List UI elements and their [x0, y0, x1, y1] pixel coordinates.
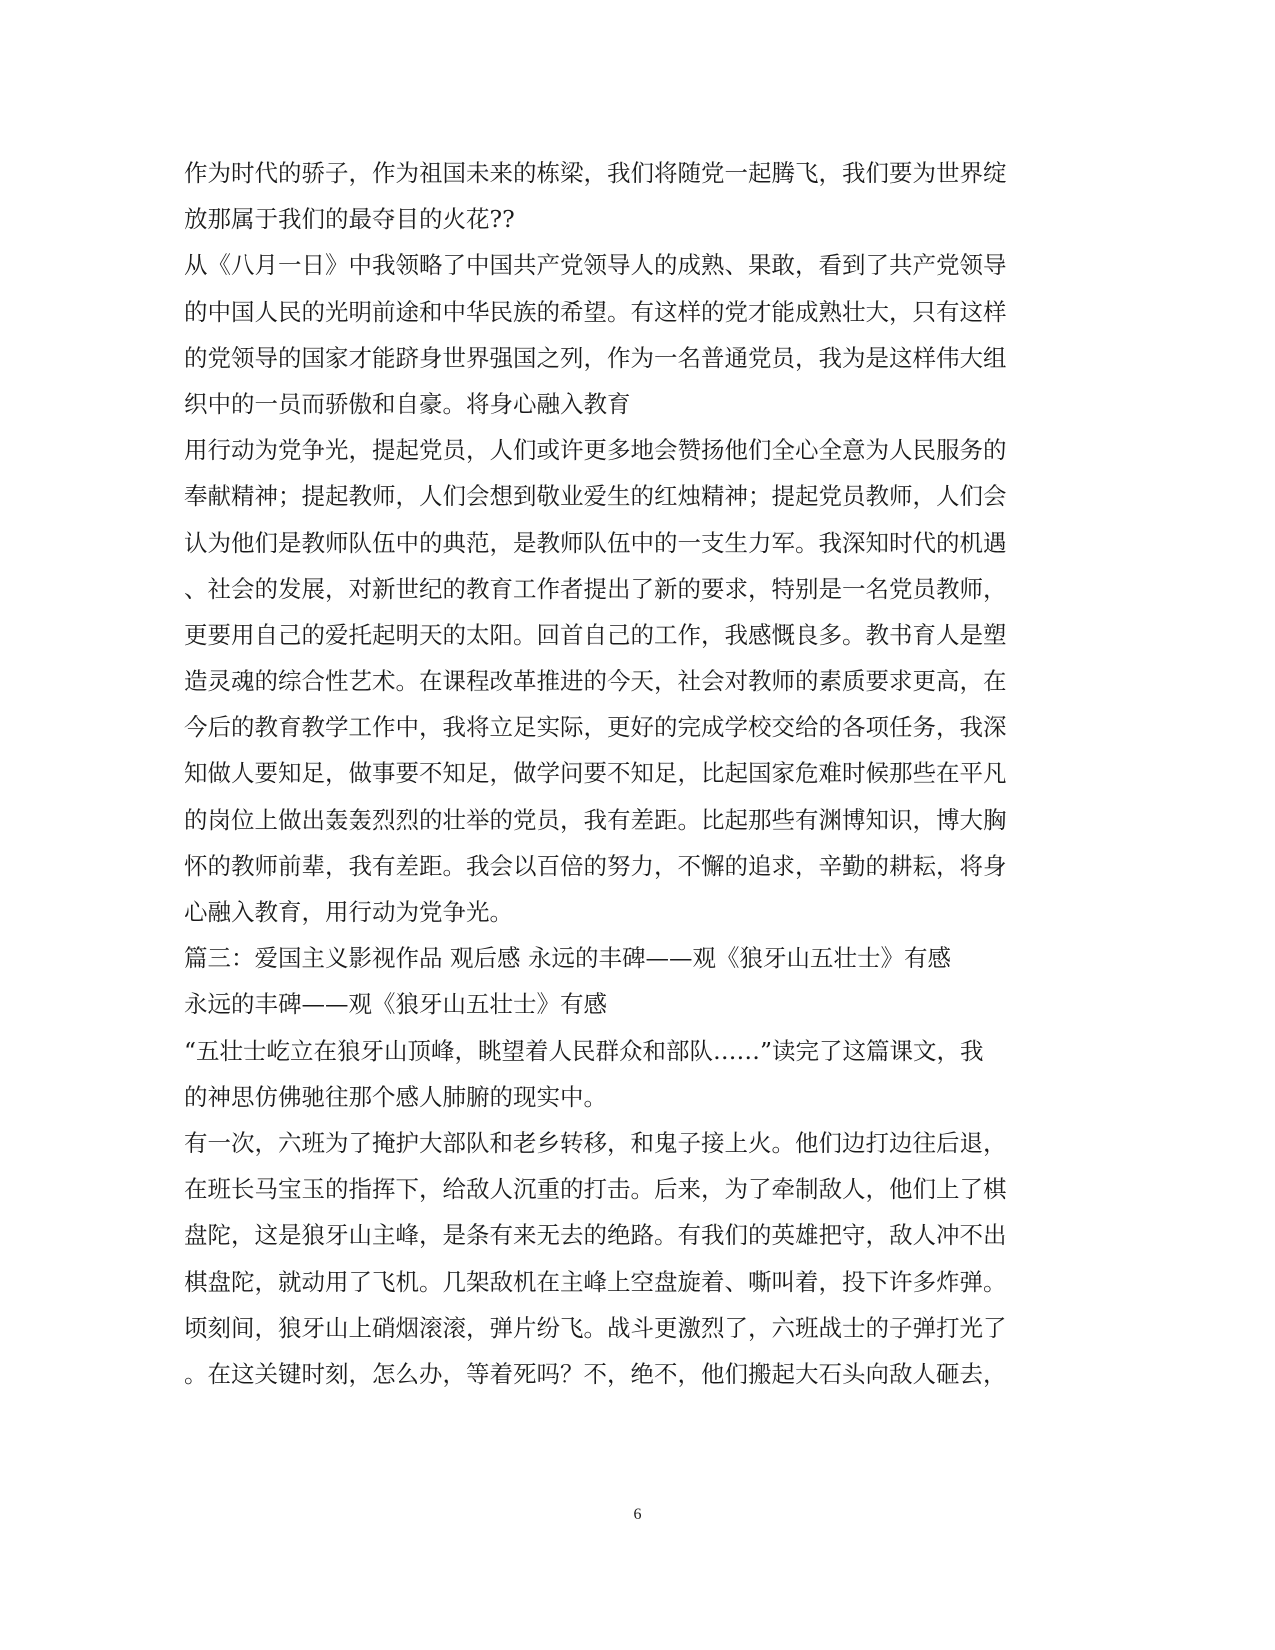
article-title: 永远的丰碑——观《狼牙山五壮士》有感	[184, 990, 607, 1019]
text-line: 有一次，六班为了掩护大部队和老乡转移，和鬼子接上火。他们边打边往后退，	[184, 1128, 1007, 1157]
text-line: 的神思仿佛驰往那个感人肺腑的现实中。	[184, 1082, 607, 1111]
text-line: 作为时代的骄子，作为祖国未来的栋梁，我们将随党一起腾飞，我们要为世界绽	[184, 159, 1007, 187]
text-line: 放那属于我们的最夺目的火花??	[184, 205, 515, 234]
text-line: 从《八月一日》中我领略了中国共产党领导人的成熟、果敢，看到了共产党领导	[184, 251, 1007, 280]
text-line: 。在这关键时刻，怎么办，等着死吗？不，绝不，他们搬起大石头向敌人砸去，	[184, 1359, 1007, 1388]
page-number: 6	[633, 1506, 642, 1523]
text-line: 、社会的发展，对新世纪的教育工作者提出了新的要求，特别是一名党员教师，	[184, 574, 1007, 603]
text-line: 今后的教育教学工作中，我将立足实际，更好的完成学校交给的各项任务，我深	[184, 713, 1007, 742]
text-line: 盘陀，这是狼牙山主峰，是条有来无去的绝路。有我们的英雄把守，敌人冲不出	[184, 1221, 1007, 1250]
text-line: 顷刻间，狼牙山上硝烟滚滚，弹片纷飞。战斗更激烈了，六班战士的子弹打光了	[184, 1313, 1007, 1342]
text-line: 的中国人民的光明前途和中华民族的希望。有这样的党才能成熟壮大，只有这样	[184, 297, 1007, 326]
text-line: “五壮士屹立在狼牙山顶峰，眺望着人民群众和部队……”读完了这篇课文，我	[184, 1036, 984, 1065]
text-line: 用行动为党争光，提起党员，人们或许更多地会赞扬他们全心全意为人民服务的	[184, 436, 1007, 465]
text-line: 在班长马宝玉的指挥下，给敌人沉重的打击。后来，为了牵制敌人，他们上了棋	[184, 1175, 1007, 1204]
text-line: 的岗位上做出轰轰烈烈的壮举的党员，我有差距。比起那些有渊博知识，博大胸	[184, 805, 1007, 834]
text-line: 心融入教育，用行动为党争光。	[184, 898, 513, 926]
text-line: 怀的教师前辈，我有差距。我会以百倍的努力，不懈的追求，辛勤的耕耘，将身	[184, 851, 1007, 880]
body-text	[184, 150, 1044, 1397]
text-line: 织中的一员而骄傲和自豪。将身心融入教育	[184, 389, 631, 418]
text-line: 认为他们是教师队伍中的典范，是教师队伍中的一支生力军。我深知时代的机遇	[184, 528, 1007, 557]
text-line: 知做人要知足，做事要不知足，做学问要不知足，比起国家危难时候那些在平凡	[184, 759, 1007, 788]
text-line: 更要用自己的爱托起明天的太阳。回首自己的工作，我感慨良多。教书育人是塑	[184, 620, 1007, 649]
text-line: 棋盘陀，就动用了飞机。几架敌机在主峰上空盘旋着、嘶叫着，投下许多炸弹。	[184, 1267, 1007, 1296]
text-line: 造灵魂的综合性艺术。在课程改革推进的今天，社会对教师的素质要求更高，在	[184, 667, 1007, 696]
text-line: 的党领导的国家才能跻身世界强国之列，作为一名普通党员，我为是这样伟大组	[184, 343, 1007, 372]
text-line: 奉献精神；提起教师，人们会想到敬业爱生的红烛精神；提起党员教师，人们会	[184, 482, 1007, 511]
section-heading: 篇三：爱国主义影视作品 观后感 永远的丰碑——观《狼牙山五壮士》有感	[184, 944, 951, 973]
